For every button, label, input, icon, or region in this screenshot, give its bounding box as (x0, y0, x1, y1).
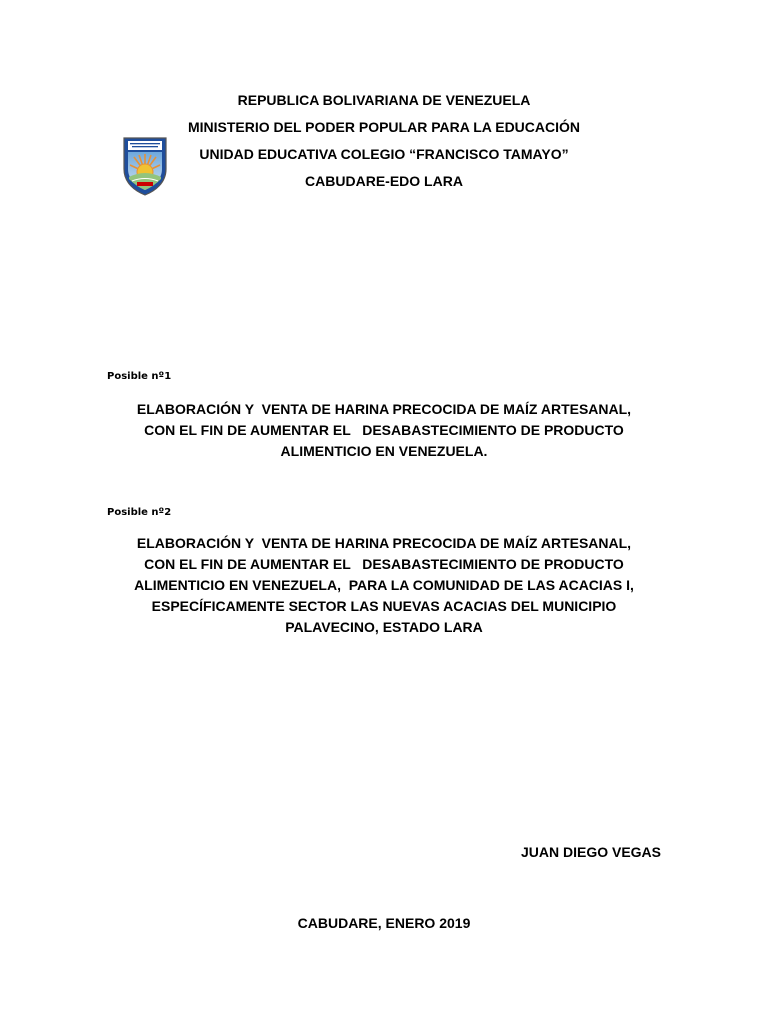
option-1-title-line: ELABORACIÓN Y VENTA DE HARINA PRECOCIDA DE MAÍZ ARTESANAL, (136, 401, 632, 417)
header-ministry: MINISTERIO DEL PODER POPULAR PARA LA EDUCACIÓN (187, 119, 581, 135)
option-1-title-line: CON EL FIN DE AUMENTAR EL DESABASTECIMIENTO DE PRODUCTO (144, 422, 624, 438)
school-crest-icon (120, 135, 170, 197)
author-name: JUAN DIEGO VEGAS (520, 844, 661, 860)
option-1-title-line: ALIMENTICIO EN VENEZUELA. (280, 443, 488, 459)
header-school: UNIDAD EDUCATIVA COLEGIO “FRANCISCO TAMAYO” (199, 146, 569, 162)
option-2-label: Posible nº2 (107, 507, 172, 518)
option-1-label: Posible nº1 (107, 371, 172, 382)
header-location: CABUDARE-EDO LARA (305, 173, 463, 189)
option-2-title-line: ALIMENTICIO EN VENEZUELA, PARA LA COMUNIDAD DE LAS ACACIAS I, (134, 577, 634, 593)
option-2-title-line: ESPECÍFICAMENTE SECTOR LAS NUEVAS ACACIAS DEL MUNICIPIO (151, 598, 617, 614)
header-republic: REPUBLICA BOLIVARIANA DE VENEZUELA (237, 92, 531, 108)
option-2-title-line: PALAVECINO, ESTADO LARA (285, 619, 483, 635)
option-2-title (84, 533, 684, 638)
place-and-date: CABUDARE, ENERO 2019 (297, 915, 471, 931)
option-1-title (84, 399, 684, 462)
option-2-title-line: ELABORACIÓN Y VENTA DE HARINA PRECOCIDA DE MAÍZ ARTESANAL, (136, 535, 632, 551)
option-2-title-line: CON EL FIN DE AUMENTAR EL DESABASTECIMIENTO DE PRODUCTO (144, 556, 624, 572)
